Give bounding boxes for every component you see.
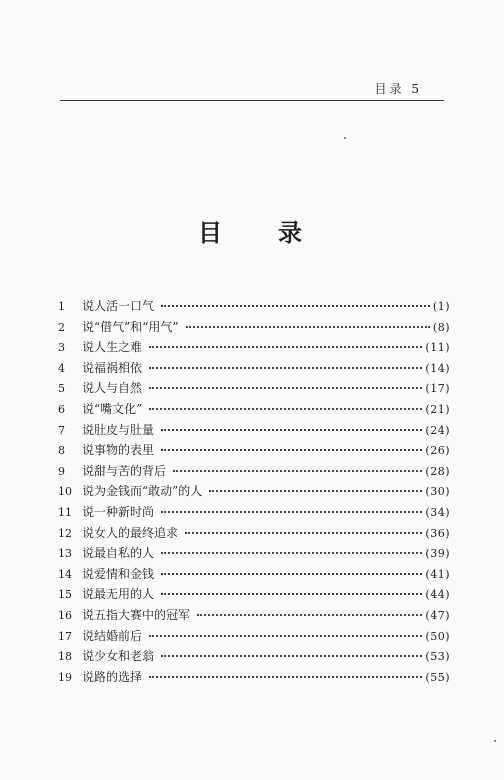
toc-entry: [58, 564, 450, 585]
toc-entry-title: 说甜与苦的背后: [82, 463, 167, 478]
toc-entry-title: 说人生之难: [82, 340, 143, 355]
toc-entry-page: (30): [425, 485, 450, 499]
toc-dot-leader: [161, 655, 422, 657]
toc-entry-title: 说肚皮与肚量: [82, 422, 155, 437]
toc-entry-number: 1: [58, 300, 65, 313]
toc-entry-title: 说爱情和金钱: [82, 566, 155, 581]
toc-entry-title: 说结婚前后: [82, 628, 143, 643]
header-rule: [60, 100, 444, 101]
toc-entry-number: 18: [58, 650, 72, 664]
toc-dot-leader: [149, 635, 422, 637]
toc-entry: [58, 584, 450, 605]
toc-entry-page: (44): [425, 588, 450, 602]
page-title: [0, 213, 504, 245]
toc-entry-page: (36): [425, 526, 450, 540]
toc-dot-leader: [161, 552, 422, 554]
toc-entry-page: (17): [425, 382, 450, 396]
toc-dot-leader: [149, 387, 422, 389]
toc-entry-title: 说最自私的人: [82, 546, 155, 561]
toc-entry-number: 5: [58, 382, 65, 396]
toc-entry-number: 16: [58, 608, 72, 622]
toc-entry: [58, 646, 450, 667]
toc-entry-number: 8: [58, 444, 65, 458]
toc-entry-number: 13: [58, 547, 72, 561]
toc-entry: [58, 461, 450, 482]
toc-entry-title: 说“嘴文化”: [82, 401, 143, 416]
toc-entry-title: 说少女和老翁: [82, 649, 155, 664]
page-title-char-2: 录: [278, 219, 302, 247]
toc-entry-number: 7: [58, 423, 65, 437]
toc-entry-page: (28): [425, 464, 450, 478]
toc-dot-leader: [149, 367, 422, 369]
toc-dot-leader: [149, 676, 422, 678]
toc-entry-page: (11): [425, 341, 450, 355]
toc-entry-number: 3: [58, 341, 65, 355]
toc-entry-page: (39): [425, 547, 450, 561]
toc-entry-number: 11: [58, 505, 72, 519]
toc-entry-page: (8): [432, 320, 450, 334]
toc-dot-leader: [186, 326, 430, 328]
toc-dot-leader: [161, 429, 422, 431]
toc-entry-title: 说人与自然: [82, 381, 143, 396]
toc-dot-leader: [197, 614, 422, 616]
page-speck: [494, 740, 496, 742]
toc-entry: [58, 337, 450, 358]
toc-entry-page: (26): [425, 444, 450, 458]
toc-entry-number: 4: [58, 361, 65, 375]
toc-entry-title: 说为金钱而“敢动”的人: [82, 484, 203, 499]
toc-entry-number: 17: [58, 629, 72, 643]
toc-entry: [58, 317, 450, 338]
toc-entry-number: 14: [58, 567, 72, 581]
toc-dot-leader: [161, 593, 422, 595]
toc-entry-page: (55): [425, 670, 450, 684]
toc-entry-page: (24): [425, 423, 450, 437]
toc-dot-leader: [185, 532, 422, 534]
toc-entry-title: 说一种新时尚: [82, 504, 155, 519]
toc-entry-title: 说路的选择: [82, 669, 143, 684]
toc-dot-leader: [209, 490, 422, 492]
toc-entry-number: 19: [58, 670, 72, 684]
page-speck: [344, 137, 346, 139]
toc-entry: [58, 378, 450, 399]
toc-dot-leader: [161, 449, 422, 451]
toc-entry: [58, 481, 450, 502]
toc-dot-leader: [149, 408, 422, 410]
toc-entry: [58, 420, 450, 441]
toc-entry: [58, 296, 450, 317]
toc-entry-title: 说事物的表里: [82, 443, 155, 458]
toc-entry-page: (34): [425, 505, 450, 519]
toc-entry-title: 说福祸相依: [82, 360, 143, 375]
toc-dot-leader: [161, 511, 422, 513]
toc-entry: [58, 399, 450, 420]
toc-entry: [58, 523, 450, 544]
toc-entry-page: (41): [425, 567, 450, 581]
toc-entry: [58, 667, 450, 688]
toc-entry-title: 说人活一口气: [82, 299, 155, 313]
running-head: 目录 5: [374, 82, 422, 96]
toc-dot-leader: [173, 470, 422, 472]
toc-entry-title: 说女人的最终追求: [82, 525, 179, 540]
toc-entry-number: 10: [58, 485, 72, 499]
toc-entry-title: 说最无用的人: [82, 587, 155, 602]
toc-entry-number: 2: [58, 320, 65, 334]
toc-entry-page: (50): [425, 629, 450, 643]
toc-entry-page: (1): [432, 300, 450, 313]
table-of-contents: [58, 296, 450, 687]
toc-dot-leader: [161, 305, 430, 307]
toc-entry-page: (47): [425, 608, 450, 622]
toc-entry-page: (53): [425, 650, 450, 664]
toc-entry: [58, 358, 450, 379]
toc-entry-number: 12: [58, 526, 72, 540]
toc-entry: [58, 626, 450, 647]
toc-entry: [58, 502, 450, 523]
toc-dot-leader: [149, 346, 422, 348]
toc-dot-leader: [161, 573, 422, 575]
toc-entry: [58, 543, 450, 564]
toc-entry: [58, 605, 450, 626]
toc-entry-page: (14): [425, 361, 450, 375]
toc-entry-page: (21): [425, 402, 450, 416]
toc-entry-title: 说五指大赛中的冠军: [82, 607, 191, 622]
toc-entry-number: 9: [58, 464, 65, 478]
toc-entry: [58, 440, 450, 461]
page-title-char-1: 目: [198, 219, 222, 247]
toc-entry-number: 6: [58, 402, 65, 416]
toc-entry-number: 15: [58, 588, 72, 602]
toc-entry-title: 说“借气”和“用气”: [82, 319, 179, 334]
